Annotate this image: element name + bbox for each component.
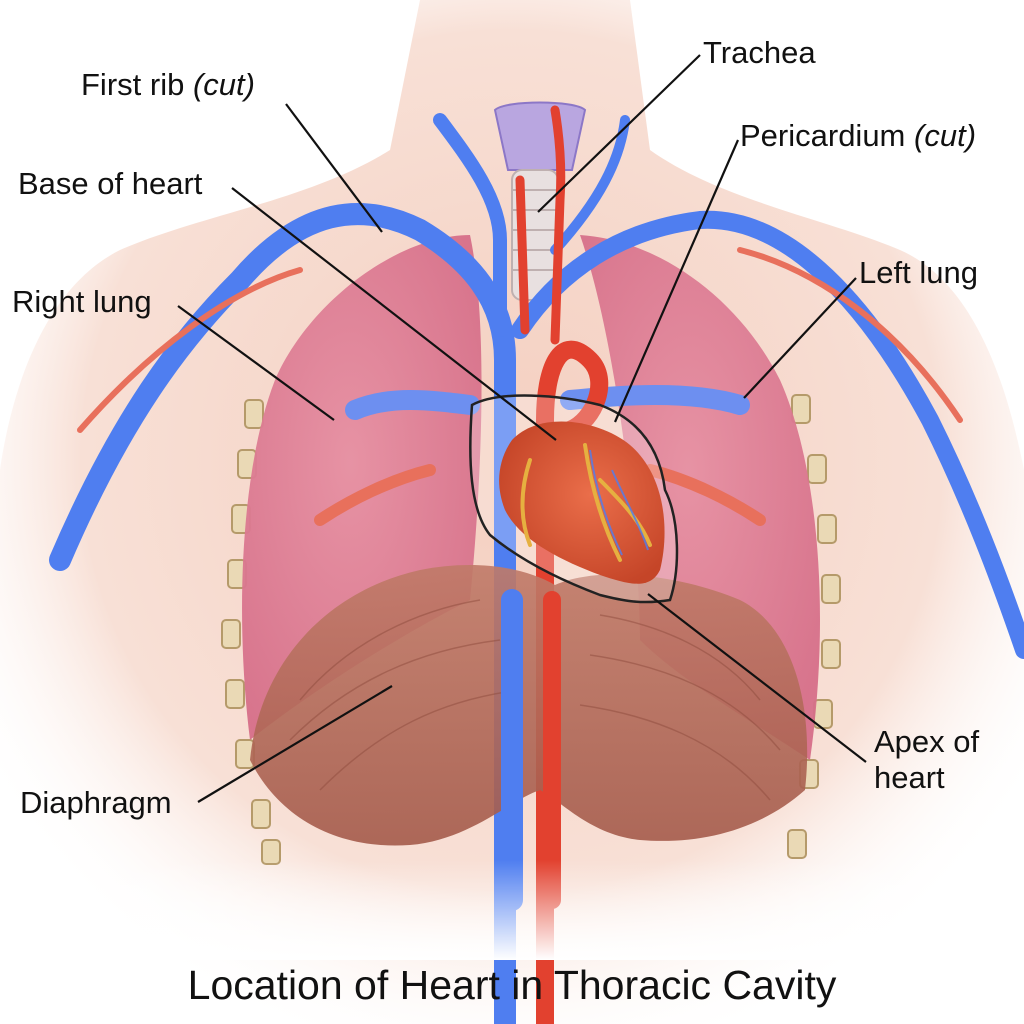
label-pericardium-text: Pericardium bbox=[740, 118, 906, 153]
label-pericardium bbox=[740, 118, 976, 154]
label-right-lung bbox=[12, 284, 152, 320]
label-apex-line1: Apex of bbox=[874, 724, 980, 759]
label-trachea-text: Trachea bbox=[703, 35, 816, 70]
label-first-rib bbox=[81, 67, 255, 103]
label-base-of-heart-text: Base of heart bbox=[18, 166, 203, 201]
label-first-rib-text: First rib bbox=[81, 67, 185, 102]
label-right-lung-text: Right lung bbox=[12, 284, 152, 319]
label-first-rib-qualifier: (cut) bbox=[192, 67, 255, 102]
label-apex-of-heart bbox=[874, 724, 979, 796]
label-left-lung-text: Left lung bbox=[859, 255, 978, 290]
label-pericardium-qualifier: (cut) bbox=[914, 118, 977, 153]
label-left-lung bbox=[859, 255, 978, 291]
bottom-fade bbox=[0, 860, 1024, 960]
diagram-title: Location of Heart in Thoracic Cavity bbox=[187, 962, 837, 1008]
label-base-of-heart bbox=[18, 166, 202, 202]
label-diaphragm bbox=[20, 785, 172, 821]
label-apex-line2: heart bbox=[874, 760, 945, 795]
label-trachea bbox=[703, 35, 816, 71]
label-diaphragm-text: Diaphragm bbox=[20, 785, 172, 820]
